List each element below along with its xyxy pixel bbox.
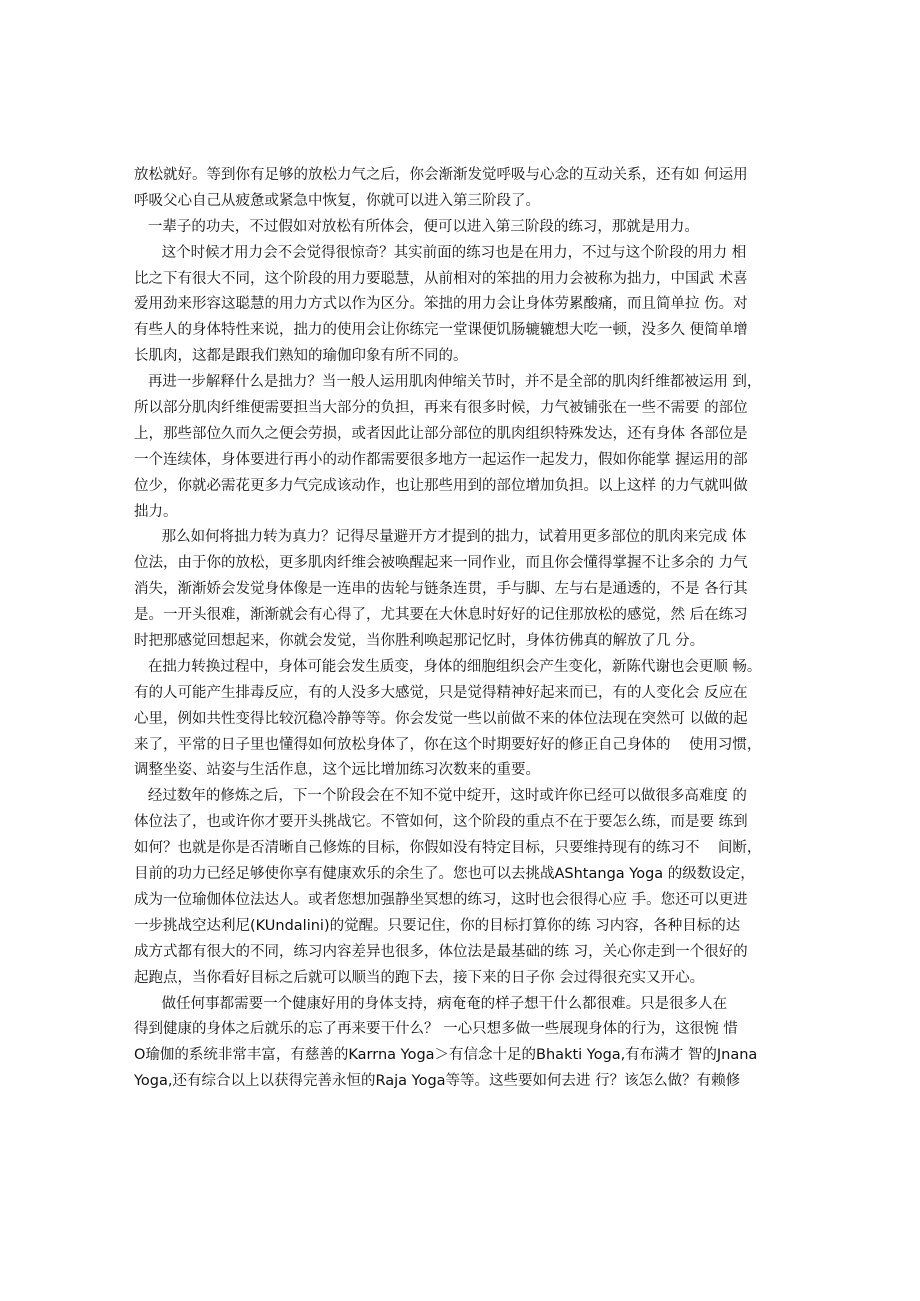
text-line: 呼吸父心自己从疲惫或紧急中恢复，你就可以进入第三阶段了。 bbox=[134, 192, 540, 209]
text-line: 做任何事都需要一个健康好用的身体支持，病奄奄的样子想干什么都很难。只是很多人在 bbox=[134, 995, 728, 1012]
text-line: 再进一步解释什么是拙力？当一般人运用肌肉伸缩关节时，并不是全部的肌肉纤维都被运用 到， bbox=[134, 374, 762, 391]
text-line: 这个时候才用力会不会觉得很惊奇？其实前面的练习也是在用力，不过与这个阶段的用力 相 bbox=[134, 244, 747, 261]
text-line: 目前的功力已经足够使你享有健康欢乐的余生了。您也可以去挑战AShtanga Yoga 的级数设定， bbox=[134, 866, 755, 883]
text-line: 一辈子的功夫，不过假如对放松有所体会，便可以进入第三阶段的练习，那就是用力。 bbox=[134, 218, 699, 235]
text-line: 调整坐姿、站姿与生活作息，这个远比增加练习次数来的重要。 bbox=[134, 762, 540, 779]
text-line: 一个连续体，身体要进行再小的动作都需要很多地方一起运作一起发力，假如你能掌 握运用的部 bbox=[134, 451, 748, 468]
text-line: 成方式都有很大的不同，练习内容差异也很多，体位法是最基础的练 习，关心你走到一个很好的 bbox=[134, 943, 748, 960]
text-line: 位少，你就必需花更多力气完成该动作，也让那些用到的部位增加负担。以上这样 的力气就叫做 bbox=[134, 477, 748, 494]
text-line: 得到健康的身体之后就乐的忘了再来要干什么？ 一心只想多做一些展现身体的行为，这很惋 惜 bbox=[134, 1021, 738, 1038]
text-line: 比之下有很大不同，这个阶段的用力要聪慧，从前相对的笨拙的用力会被称为拙力，中国武 术喜 bbox=[134, 270, 748, 287]
text-line: 放松就好。等到你有足够的放松力气之后，你会渐渐发觉呼吸与心念的互动关系，还有如 何运用 bbox=[134, 167, 748, 183]
text-line: 有的人可能产生排毒反应，有的人没多大感觉，只是觉得精神好起来而已，有的人变化会 反应在 bbox=[134, 684, 748, 701]
text-line: 经过数年的修炼之后，下一个阶段会在不知不觉中绽开，这时或许你已经可以做很多高难度 的 bbox=[134, 788, 747, 805]
text-line: 位法，由于你的放松，更多肌肉纤维会被唤醒起来一同作业，而且你会懂得掌握不让多余的 力气 bbox=[134, 555, 748, 572]
text-line: 心里，例如共性变得比较沉稳冷静等等。你会发觉一些以前做不来的体位法现在突然可 以做的起 bbox=[134, 710, 748, 727]
text-line: O瑜伽的系统非常丰富，有慈善的Karrna Yoga＞有信念十足的Bhakti Yoga,有布满才 智的Jnana bbox=[134, 1047, 758, 1064]
text-line: 拙力。 bbox=[134, 503, 178, 520]
text-line: 是。一开头很难，渐渐就会有心得了，尤其要在大休息时好好的记住那放松的感觉，然 后在练习 bbox=[134, 607, 748, 624]
text-line: 长肌肉，这都是跟我们熟知的瑜伽印象有所不同的。 bbox=[134, 348, 468, 365]
text-line: 在拙力转换过程中，身体可能会发生质变，身体的细胞组织会产生变化，新陈代谢也会更顺 畅。 bbox=[134, 658, 762, 675]
text-line: 所以部分肌肉纤维便需要担当大部分的负担，再来有很多时候，力气被铺张在一些不需要 的部位 bbox=[134, 400, 748, 417]
text-line: 成为一位瑜伽体位法达人。或者您想加强静坐冥想的练习，这时也会很得心应 手。您还可以更进 bbox=[134, 891, 748, 908]
body-text bbox=[134, 163, 794, 1095]
text-line: 体位法了，也或许你才要开头挑战它。不管如何，这个阶段的重点不在于要怎么练，而是要 练到 bbox=[134, 814, 748, 831]
text-line: 如何？也就是你是否清晰自己修炼的目标，你假如没有特定目标，只要维持现有的练习不 间断， bbox=[134, 840, 762, 857]
text-line: 上，那些部位久而久之便会劳损，或者因此让部分部位的肌肉组织特殊发达，还有身体 各部位是 bbox=[134, 425, 748, 442]
text-line: 时把那感觉回想起来，你就会发觉，当你胜利唤起那记忆时，身体彷佛真的解放了几 分。 bbox=[134, 633, 705, 650]
text-line: 那么如何将拙力转为真力？记得尽量避开方才提到的拙力，试着用更多部位的肌肉来完成 体 bbox=[134, 529, 747, 546]
text-line: 一步挑战空达利尼(KUndalini)的觉醒。只要记住，你的目标打算你的练 习内容，各种目标的达 bbox=[134, 917, 741, 934]
text-line: 起跑点，当你看好目标之后就可以顺当的跑下去，接下来的日子你 会过得很充实又开心。 bbox=[134, 969, 705, 986]
text-line: 爱用劲来形容这聪慧的用力方式以作为区分。笨拙的用力会让身体劳累酸痛，而且简单拉 伤。对 bbox=[134, 296, 748, 313]
text-line: 消失，渐渐娇会发觉身体像是一连串的齿轮与链条连贯，手与脚、左与右是通透的，不是 各行其 bbox=[134, 581, 748, 598]
text-line: Yoga,还有综合以上以获得完善永恒的Raja Yoga等等。这些要如何去进 行？该怎么做？有赖修 bbox=[134, 1073, 741, 1090]
text-line: 来了，平常的日子里也懂得如何放松身体了，你在这个时期要好好的修正自己身体的 使用习惯， bbox=[134, 736, 762, 753]
text-line: 有些人的身体特性来说，拙力的使用会让你练完一堂课便饥肠辘辘想大吃一顿，没多久 便简单增 bbox=[134, 322, 748, 339]
